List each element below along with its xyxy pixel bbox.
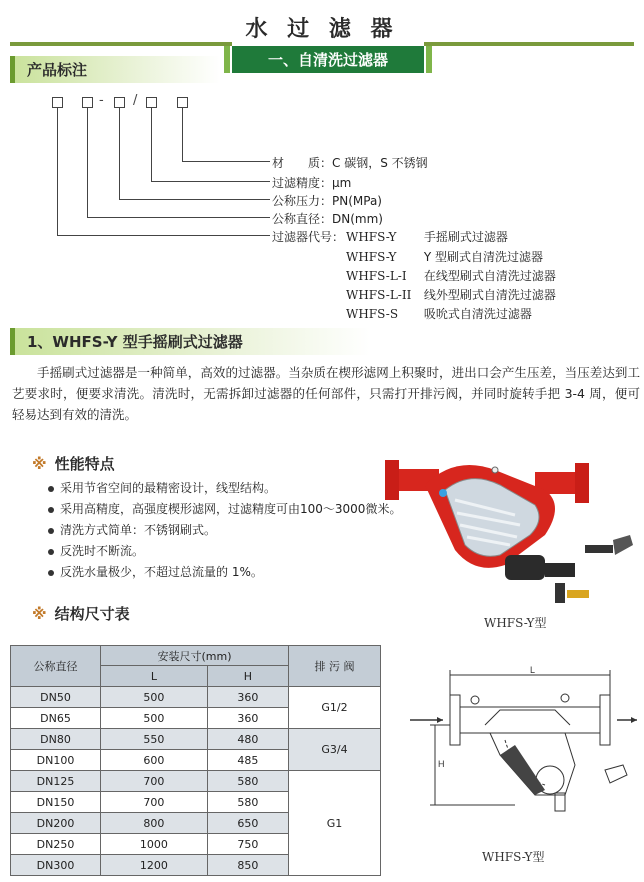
section-banner: 一、自清洗过滤器 [232, 46, 424, 73]
marking-section-label [10, 56, 220, 83]
section-tag-bar [10, 56, 15, 83]
section-tag-bar [10, 328, 15, 355]
header-drain: 排 污 阀 [289, 646, 381, 687]
bullet-icon [48, 528, 54, 534]
feature-text: 反洗水量极少，不超过总流量的 1%。 [60, 565, 263, 579]
bullet-icon [48, 570, 54, 576]
asterisk-icon: ※ [32, 455, 47, 473]
cell-h: 580 [207, 771, 288, 792]
filter-code-desc: 在线型刷式自清洗过滤器 [423, 269, 556, 283]
filter-code: WHFS-Y [346, 250, 397, 264]
marking-line-diameter: 公称直径：DN(mm) [272, 212, 383, 226]
marking-section-text: 产品标注 [27, 61, 88, 79]
title-rule-left [10, 42, 232, 46]
filter-code: WHFS-L-II [346, 288, 412, 302]
cell-h: 580 [207, 792, 288, 813]
cell-l: 700 [101, 771, 208, 792]
filter-code-desc: 吸吮式自清洗过滤器 [423, 307, 532, 321]
feature-text: 采用高精度，高强度楔形滤网，过滤精度可由100～3000微米。 [60, 502, 402, 516]
cell-l: 700 [101, 792, 208, 813]
leader-pn-v [119, 108, 120, 199]
dim-label-h: H [438, 759, 445, 769]
filter-code-row [346, 248, 543, 265]
filter-photo [385, 445, 640, 610]
features-heading [32, 453, 115, 474]
cell-dn: DN300 [11, 855, 101, 876]
code-slash: / [133, 93, 138, 108]
cell-dn: DN125 [11, 771, 101, 792]
cell-l: 1000 [101, 834, 208, 855]
page-title: 水 过 滤 器 [245, 17, 399, 42]
feature-text: 清洗方式简单：不锈钢刷式。 [60, 523, 217, 537]
dim-label-l: L [530, 665, 536, 675]
feature-item [48, 542, 144, 559]
filter-code: WHFS-Y [346, 230, 397, 244]
cell-drain: G3/4 [289, 729, 381, 771]
filter-code-row [346, 267, 556, 284]
code-box-dn [82, 97, 93, 108]
filter-illustration [385, 460, 633, 603]
code-dash: - [99, 93, 104, 108]
cell-h: 750 [207, 834, 288, 855]
leader-precision-v [151, 108, 152, 181]
cell-dn: DN200 [11, 813, 101, 834]
feature-item [48, 500, 401, 517]
cell-l: 500 [101, 708, 208, 729]
header-h: H [207, 666, 288, 687]
code-box-type [52, 97, 63, 108]
cell-dn: DN80 [11, 729, 101, 750]
filter-code-desc: 线外型刷式自清洗过滤器 [423, 288, 556, 302]
header-install: 安装尺寸(mm) [101, 646, 289, 666]
cell-dn: DN150 [11, 792, 101, 813]
feature-item [48, 479, 276, 496]
feature-text: 采用节省空间的最精密设计，线型结构。 [60, 481, 277, 495]
table-row [11, 729, 381, 750]
cell-dn: DN65 [11, 708, 101, 729]
filter-code-row [346, 305, 532, 322]
leader-type-v [57, 108, 58, 235]
marking-line-precision: 过滤精度：μm [272, 176, 352, 190]
filter-code: WHFS-L-I [346, 269, 407, 283]
cell-h: 850 [207, 855, 288, 876]
cell-h: 485 [207, 750, 288, 771]
cell-l: 600 [101, 750, 208, 771]
cell-dn: DN50 [11, 687, 101, 708]
leader-type-h [57, 235, 270, 236]
bullet-icon [48, 507, 54, 513]
cell-l: 1200 [101, 855, 208, 876]
code-box-pn [114, 97, 125, 108]
cell-l: 550 [101, 729, 208, 750]
filter-code-row [346, 228, 508, 245]
banner-right-accent [426, 46, 432, 73]
product-intro: 手摇刷式过滤器是一种简单，高效的过滤器。当杂质在楔形滤网上积聚时，进出口会产生压差，当压差达到工艺要求时，便要求清洗。清洗时，无需拆卸过滤器的任何部件，只需打开排污阀，并同时旋转手把 3-4 周，便可轻易达到有效的清洗。 [12, 365, 640, 422]
leader-pn-h [119, 199, 270, 200]
leader-material-h [182, 161, 270, 162]
filter-drawing [405, 665, 640, 835]
cell-dn: DN250 [11, 834, 101, 855]
leader-dn-v [87, 108, 88, 217]
leader-precision-h [151, 181, 270, 182]
header-l: L [101, 666, 208, 687]
filter-code-desc: 手摇刷式过滤器 [423, 230, 508, 244]
marking-line-code: 过滤器代号： [272, 230, 345, 244]
dimensions-title: 结构尺寸表 [54, 605, 130, 623]
product-section-label [10, 328, 370, 355]
dimensions-table [10, 645, 381, 876]
cell-drain: G1 [289, 771, 381, 876]
bullet-icon [48, 549, 54, 555]
cell-h: 650 [207, 813, 288, 834]
asterisk-icon: ※ [32, 605, 47, 623]
cell-h: 480 [207, 729, 288, 750]
marking-line-pressure: 公称压力：PN(MPa) [272, 194, 382, 208]
product-section-text: 1、WHFS-Y 型手摇刷式过滤器 [27, 333, 243, 351]
filter-code-desc: Y 型刷式自清洗过滤器 [423, 250, 543, 264]
header-dn: 公称直径 [11, 646, 101, 687]
leader-material-v [182, 108, 183, 161]
feature-item [48, 521, 216, 538]
filter-code: WHFS-S [346, 307, 399, 321]
filter-code-row [346, 286, 556, 303]
cell-h: 360 [207, 708, 288, 729]
code-box-precision [146, 97, 157, 108]
table-row [11, 687, 381, 708]
cell-drain: G1/2 [289, 687, 381, 729]
drawing-caption: WHFS-Y型 [482, 850, 545, 864]
code-box-material [177, 97, 188, 108]
features-title: 性能特点 [54, 455, 115, 473]
banner-left-accent [224, 46, 230, 73]
feature-item [48, 563, 263, 580]
marking-line-material: 材 质：C 碳钢，S 不锈钢 [272, 156, 428, 170]
cell-l: 800 [101, 813, 208, 834]
leader-dn-h [87, 217, 270, 218]
table-row [11, 771, 381, 792]
photo-caption: WHFS-Y型 [484, 616, 547, 630]
cell-h: 360 [207, 687, 288, 708]
bullet-icon [48, 486, 54, 492]
cell-l: 500 [101, 687, 208, 708]
title-rule-right [424, 42, 634, 46]
feature-text: 反洗时不断流。 [60, 544, 145, 558]
cell-dn: DN100 [11, 750, 101, 771]
dimensions-heading [32, 603, 130, 624]
